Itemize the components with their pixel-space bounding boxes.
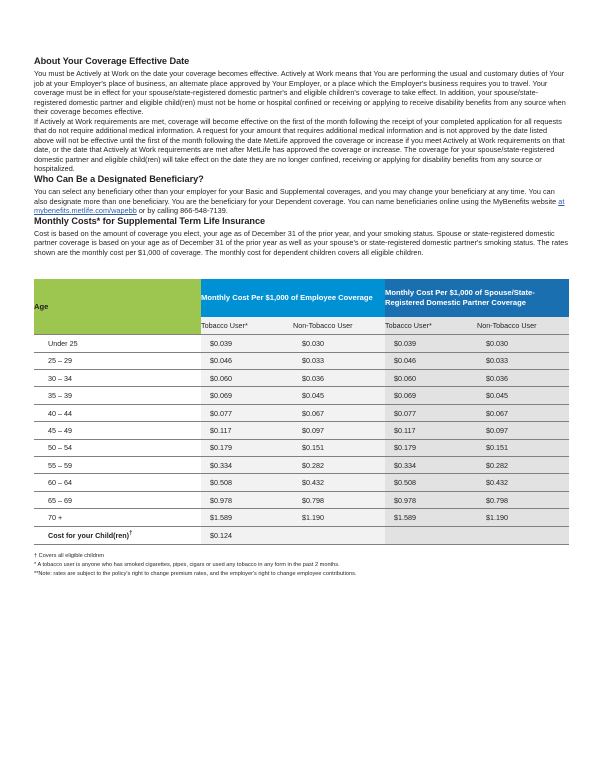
cell-rate: $0.036 (293, 370, 385, 387)
cell-age: Under 25 (34, 335, 201, 352)
cell-rate: $0.069 (201, 387, 293, 404)
subheader-employee-non-tobacco-user: Non-Tobacco User (293, 317, 385, 335)
cell-rate: $0.151 (293, 439, 385, 456)
cell-rate: $0.045 (293, 387, 385, 404)
paragraph-beneficiary (34, 187, 569, 216)
cell-rate: $0.097 (293, 422, 385, 439)
cell-rate: $0.046 (385, 352, 477, 369)
column-header-age: Age (34, 279, 201, 335)
cell-rate: $0.508 (385, 474, 477, 491)
heading-coverage-effective-date: About Your Coverage Effective Date (34, 56, 190, 66)
cell-rate: $0.036 (477, 370, 569, 387)
cell-rate: $1.190 (293, 509, 385, 526)
footnote-rate-changes: **Note: rates are subject to the policy's right to change premium rates, and the employer's right to change employee contributions. (34, 571, 357, 578)
heading-monthly-costs: Monthly Costs* for Supplemental Term Life Insurance (34, 215, 266, 226)
cell-rate: $0.334 (201, 457, 293, 474)
cell-rate: $0.179 (201, 439, 293, 456)
cell-rate: $0.334 (385, 457, 477, 474)
paragraph-effective-date-2: If Actively at Work requirements are met, coverage will become effective on the first of the month following the receipt of your completed application for all requests that do not require additional medical information. A request for your amount that requires additional medical information and is not approved by the date listed above will not be effective until the first of the month following the date MetLife approved the coverage or increase if you meet Actively at Work requirements on that date, or the date that Actively at Work requirements are met after MetLife has approved the coverage or increase. The coverage for your spouse/state-registered domestic partner and eligible child(ren) will take effect on the date they are no longer confined, receiving or applying for disability benefits from any source or hospitalized. (34, 116, 565, 174)
table-row (34, 457, 569, 474)
cell-rate: $0.978 (385, 491, 477, 508)
cell-rate: $0.039 (201, 335, 293, 352)
column-header-spouse-coverage: Monthly Cost Per $1,000 of Spouse/State-Registered Domestic Partner Coverage (385, 279, 569, 317)
paragraph-effective-date-1: You must be Actively at Work on the date your coverage becomes effective. Actively at Work means that You are performing the usual and customary duties of Your job at your Employer's place of business, an alternate place approved by Your Employer, or a place which the Employer's business requires you to travel. Your coverage must be in effect for your spouse/state-registered domestic partner's and eligible children's coverage to take effect. In addition, your spouse/state-registered domestic partner and eligible child(ren) must not be home or hospital confined or receiving or applying to receive disability benefits from any source when their coverage becomes effective. (34, 69, 566, 117)
footnote-children: † Covers all eligible children (34, 552, 104, 559)
table-row (34, 439, 569, 456)
table-row (34, 387, 569, 404)
cell-rate: $0.033 (293, 352, 385, 369)
table-row (34, 509, 569, 526)
cell-rate: $0.077 (201, 404, 293, 421)
cell-empty (385, 526, 477, 544)
dagger-marker-icon: † (129, 530, 133, 537)
table-row-child-cost (34, 526, 569, 544)
supplemental-term-life-rates-table (34, 279, 569, 544)
cell-age: 30 – 34 (34, 370, 201, 387)
cell-age: 35 – 39 (34, 387, 201, 404)
cell-age: 50 – 54 (34, 439, 201, 456)
footnotes-block (34, 552, 569, 580)
cell-rate: $0.798 (293, 491, 385, 508)
cell-rate: $0.067 (477, 404, 569, 421)
subheader-employee-tobacco-user: Tobacco User* (201, 317, 293, 335)
cell-rate: $0.978 (201, 491, 293, 508)
table-row (34, 404, 569, 421)
subheader-spouse-non-tobacco-user: Non-Tobacco User (477, 317, 569, 335)
table-group-header-row (34, 279, 569, 317)
child-cost-label-text: Cost for your Child(ren) (48, 530, 130, 540)
subheader-spouse-tobacco-user: Tobacco User* (385, 317, 477, 335)
cell-rate: $0.117 (201, 422, 293, 439)
cell-rate: $0.508 (201, 474, 293, 491)
heading-designated-beneficiary: Who Can Be a Designated Beneficiary? (34, 174, 204, 185)
cell-age: 60 – 64 (34, 474, 201, 491)
table-row (34, 491, 569, 508)
table-header (34, 279, 569, 335)
cell-child-cost-label (34, 526, 201, 544)
cell-rate: $0.097 (477, 422, 569, 439)
cell-rate: $0.077 (385, 404, 477, 421)
cell-rate: $0.039 (385, 335, 477, 352)
cell-rate: $1.589 (385, 509, 477, 526)
cell-age: 40 – 44 (34, 404, 201, 421)
cell-age: 25 – 29 (34, 352, 201, 369)
cell-child-cost-value: $0.124 (201, 526, 293, 544)
cell-rate: $0.282 (293, 457, 385, 474)
table-row (34, 474, 569, 491)
cell-rate: $0.151 (477, 439, 569, 456)
rates-table-container (34, 279, 569, 544)
cell-rate: $0.045 (477, 387, 569, 404)
cell-rate: $0.067 (293, 404, 385, 421)
cell-rate: $0.432 (477, 474, 569, 491)
cell-rate: $0.432 (293, 474, 385, 491)
mybenefits-website-link[interactable]: at mybenefits.metlife.com/wapebb (34, 196, 565, 216)
cell-empty (293, 526, 385, 544)
cell-rate: $0.798 (477, 491, 569, 508)
cell-age: 45 – 49 (34, 422, 201, 439)
cell-empty (477, 526, 569, 544)
table-row (34, 422, 569, 439)
footnote-tobacco-user: * A tobacco user is anyone who has smoked cigarettes, pipes, cigars or used any tobacco in any form in the past 2 months. (34, 562, 340, 568)
cell-rate: $0.060 (385, 370, 477, 387)
cell-rate: $1.190 (477, 509, 569, 526)
table-body (34, 335, 569, 544)
cell-rate: $0.030 (477, 335, 569, 352)
cell-age: 65 – 69 (34, 491, 201, 508)
paragraph-monthly-costs: Cost is based on the amount of coverage you elect, your age as of December 31 of the prior year, and your smoking status. Spouse or state-registered domestic partner coverage is based on your age as of December 31 of the prior year as well as your spouse's or state-registered domestic partner's smoking status. The rates shown are the monthly cost per $1,000 of coverage. The monthly cost for dependent children covers all eligible children. (34, 228, 568, 257)
cell-rate: $1.589 (201, 509, 293, 526)
cell-rate: $0.033 (477, 352, 569, 369)
cell-rate: $0.282 (477, 457, 569, 474)
table-row (34, 352, 569, 369)
cell-age: 55 – 59 (34, 457, 201, 474)
beneficiary-text-before-link: You can select any beneficiary other than your employer for your Basic and Supplemental coverages, and you may change your beneficiary at any time. You can also designate more than one beneficiary. You are the beneficiary for your Dependent coverage. You can name beneficiaries online using the MyBenefits website (34, 187, 559, 206)
cell-rate: $0.030 (293, 335, 385, 352)
cell-age: 70 + (34, 509, 201, 526)
cell-rate: $0.069 (385, 387, 477, 404)
cell-rate: $0.046 (201, 352, 293, 369)
cell-rate: $0.117 (385, 422, 477, 439)
cell-rate: $0.179 (385, 439, 477, 456)
beneficiary-text-after-link: or by calling 866-548-7139. (136, 206, 228, 216)
column-header-employee-coverage: Monthly Cost Per $1,000 of Employee Coverage (201, 279, 385, 317)
table-row (34, 370, 569, 387)
table-row (34, 335, 569, 352)
cell-rate: $0.060 (201, 370, 293, 387)
